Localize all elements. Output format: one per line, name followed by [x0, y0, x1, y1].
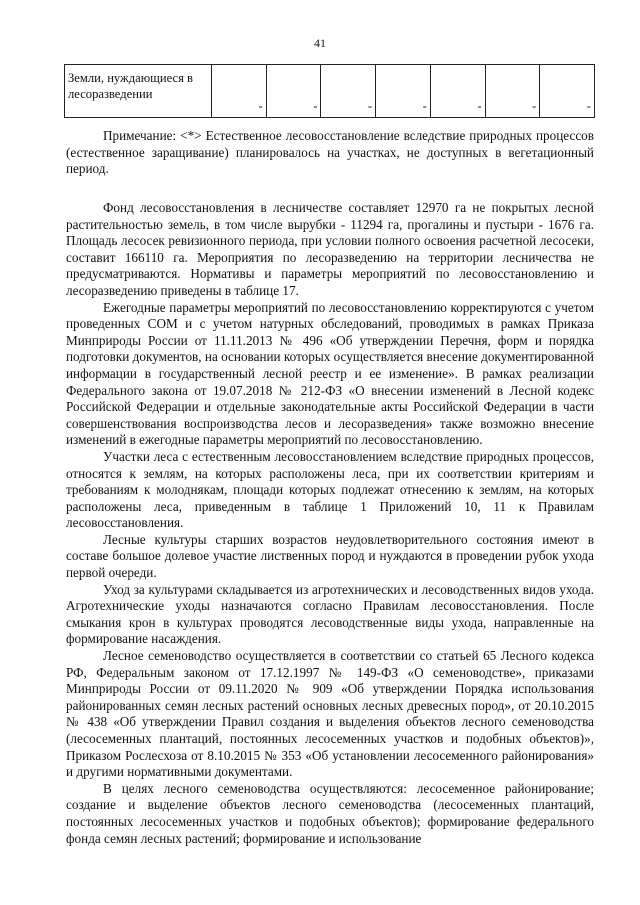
table-cell: -	[540, 65, 595, 118]
table-row-label: Земли, нуждающиеся в лесоразведении	[65, 65, 212, 118]
paragraph-older-plantations: Лесные культуры старших возрастов неудовлетворительного состояния имеют в составе большое долевое участие лиственных пород и нуждаются в проведении рубок ухода первой очереди.	[66, 531, 594, 581]
paragraph-seed-production: Лесное семеноводство осуществляется в соответствии со статьей 65 Лесного кодекса РФ, Федеральным законом от 17.12.1997 № 149-ФЗ «О семеноводстве», приказами Минприроды России от 09.11.2020 № 909 «Об утверждении Порядка использования районированных семян лесных растений основных лесных древесных пород», от 20.10.2015 № 438 «Об утверждении Правил создания и выделения объектов лесного семеноводства (лесосеменных плантаций, постоянных лесосеменных участков и подобных объектов)», Приказом Рослесхоза от 8.10.2015 № 353 «Об установлении лесосеменного районирования» и другими нормативными документами.	[66, 648, 594, 780]
paragraph-plantation-care: Уход за культурами складывается из агротехнических и лесоводственных видов ухода. Агротехнические уходы назначаются согласно Правилам лесовосстановления. После смыкания крон в культурах проводятся лесоводственные виды ухода, направленные на формирование насаждения.	[66, 581, 594, 647]
table-cell: -	[266, 65, 321, 118]
body-text	[66, 200, 594, 847]
table-cell: -	[321, 65, 376, 118]
continued-table	[64, 64, 595, 118]
table-cell: -	[212, 65, 267, 118]
table-row	[65, 65, 595, 118]
paragraph-natural-regeneration: Участки леса с естественным лесовосстановлением вследствие природных процессов, относятся к землям, на которых расположены леса, при их соответствии критериям и требованиям к молоднякам, площади которых подлежат отнесению к землям, на которых расположены леса, приведенным в таблице 1 Приложений 10, 11 к Правилам лесовосстановления.	[66, 448, 594, 531]
table-note	[66, 128, 594, 178]
paragraph-reforestation-fund: Фонд лесовосстановления в лесничестве составляет 12970 га не покрытых лесной растительностью земель, в том числе вырубки - 11294 га, прогалины и пустыри - 1676 га. Площадь лесосек ревизионного периода, при условии полного освоения расчетной лесосеки, составит 166110 га. Мероприятия по лесоразведению на территории лесничества не предусматриваются. Нормативы и параметры мероприятий по лесовосстановлению и лесоразведению приведены в таблице 17.	[66, 200, 594, 298]
table-cell: -	[376, 65, 431, 118]
paragraph-seed-activities: В целях лесного семеноводства осуществляются: лесосеменное районирование; создание и выделение объектов лесного семеноводства (лесосеменных плантаций, постоянных лесосеменных участков и подобных объектов); формирование федерального фонда семян лесных растений; формирование и использование	[66, 780, 594, 846]
table-cell: -	[485, 65, 540, 118]
note-paragraph: Примечание: <*> Естественное лесовосстановление вследствие природных процессов (естественное заращивание) планировалось на участках, не доступных в вегетационный период.	[66, 128, 594, 177]
paragraph-annual-parameters: Ежегодные параметры мероприятий по лесовосстановлению корректируются с учетом проведенных СОМ и с учетом натурных обследований, проводимых в рамках Приказа Минприроды России от 11.11.2013 № 496 «Об утверждении Перечня, форм и порядка подготовки документов, на основании которых осуществляется внесение документированной информации в государственный лесной реестр и ее изменение». В рамках реализации Федерального закона от 19.07.2018 № 212-ФЗ «О внесении изменений в Лесной кодекс Российской Федерации и отдельные законодательные акты Российской Федерации в части совершенствования воспроизводства лесов и лесоразведения» также возможно внесение изменений в ежегодные параметры мероприятий по лесовосстановлению.	[66, 299, 594, 448]
table-cell: -	[430, 65, 485, 118]
page-number: 41	[314, 36, 326, 50]
